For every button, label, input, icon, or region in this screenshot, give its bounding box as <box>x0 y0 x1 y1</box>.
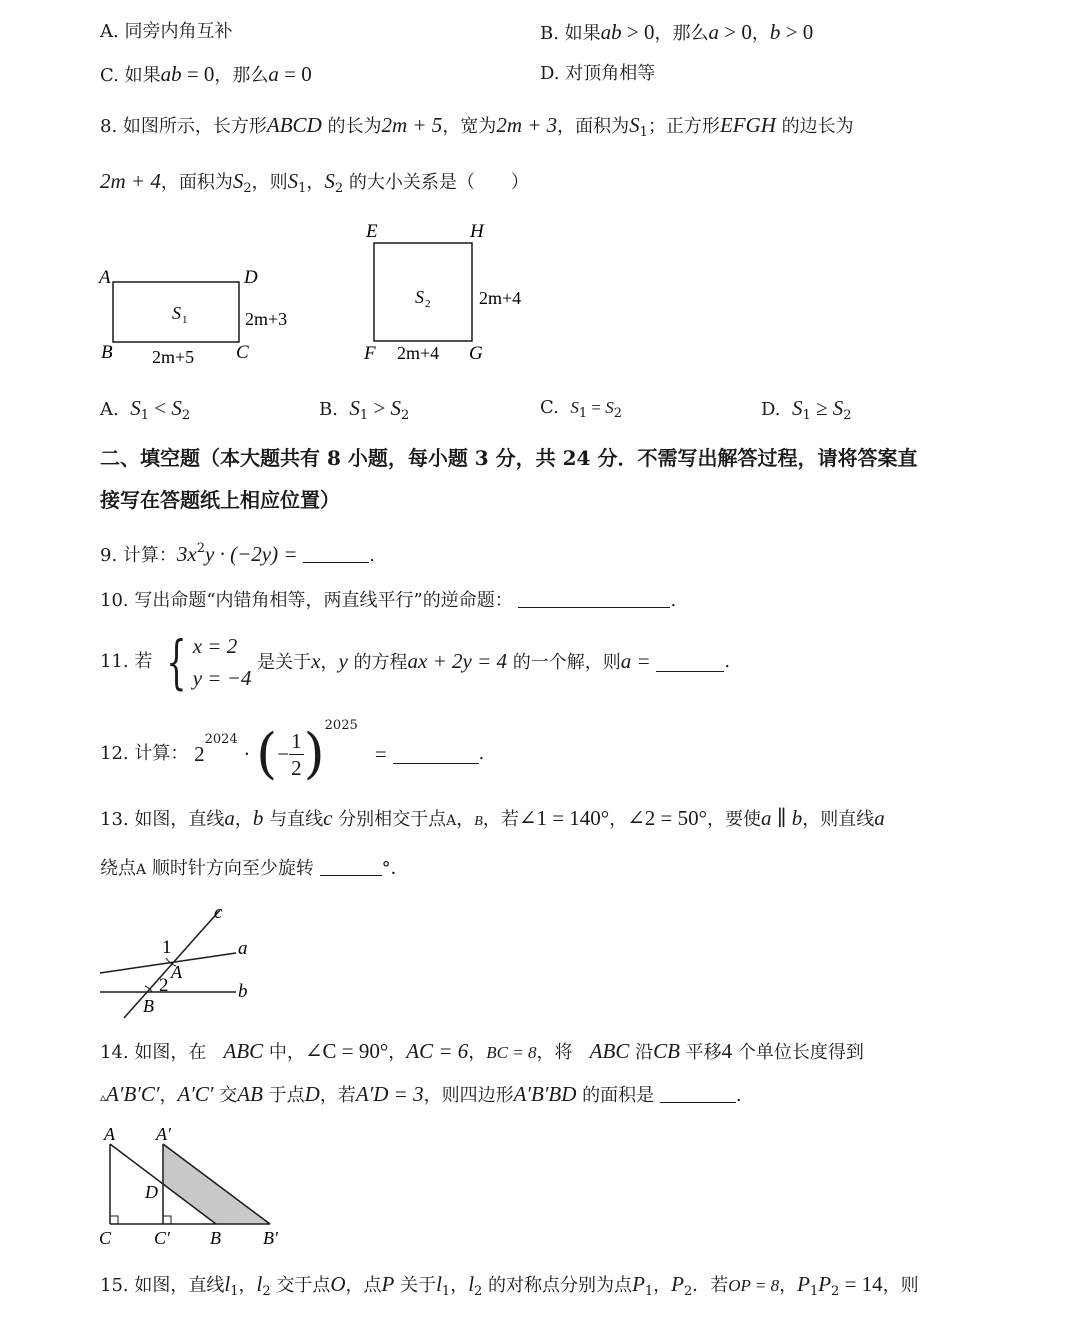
q8-line1: 8. 如图所示，长方形ABCD 的长为2m + 5，宽为2m + 3，面积为$S_1$；正方形EFGH 的边长为 <box>100 113 854 140</box>
label-h: H <box>470 221 484 242</box>
label-d: D <box>244 267 258 288</box>
q11: 11. 若 { x = 2 y = −4 是关于x，y 的方程ax + 2y = 4 的一个解，则a = . <box>100 628 731 696</box>
q13-line1: 13. 如图，直线a，b 与直线c 分别相交于点A，B，若∠1 = 140°，∠2 = 50°，要使a ∥ b，则直线a <box>100 806 885 830</box>
label-s2-sub: 2 <box>425 298 431 310</box>
label-e: E <box>366 221 378 242</box>
square-bottom-label: 2m+4 <box>397 343 440 363</box>
rect-right-label: 2m+3 <box>245 309 288 329</box>
q7-option-d: D. 对顶角相等 <box>540 63 656 84</box>
q13-line2: 绕点A 顺时针方向至少旋转 °． <box>100 858 409 879</box>
q7-option-a: A. 同旁内角互补 <box>100 21 233 42</box>
q10-answer-blank[interactable] <box>518 589 670 608</box>
q8-option-c: C. $S_1 = S_2$ <box>540 397 622 421</box>
label-2: 2 <box>159 975 169 996</box>
label-Bp: B′ <box>263 1228 278 1248</box>
q12-answer-blank[interactable] <box>393 745 479 764</box>
q11-brace: { <box>166 628 187 696</box>
q12: 12. 计算： $2^{2024}$ · (− $\frac{1}{2}$ )$^{2025}$ = . <box>100 718 485 785</box>
section-heading-line1: 二、填空题（本大题共有 8 小题，每小题 3 分，共 24 分．不需写出解答过程，请将答案直 <box>100 446 918 470</box>
q8-line2: 2m + 4，面积为$S_2$，则$S_1$，$S_2$ 的大小关系是（ ） <box>100 169 529 196</box>
q8-option-d: D. $S_1 \ge S_2$ <box>761 396 852 423</box>
rect-bottom-label: 2m+5 <box>152 347 195 367</box>
label-Cp: C′ <box>154 1228 170 1248</box>
q10: 10. 写出命题“内错角相等，两直线平行”的逆命题： . <box>100 590 677 611</box>
q11-answer-blank[interactable] <box>656 653 724 672</box>
label-c: c <box>214 902 223 923</box>
section-heading-line2: 接写在答题纸上相应位置） <box>100 488 340 512</box>
label-f: F <box>364 343 376 364</box>
label-c: C <box>236 342 249 363</box>
q15: 15. 如图，直线$l_1$，$l_2$ 交于点O，点P 关于$l_1$，$l_2$ 的对称点分别为点$P_1$，$P_2$．若OP = 8，$P_1P_2 = 14$，则 <box>100 1272 919 1299</box>
label-b: b <box>238 981 248 1002</box>
q12-fraction: $\frac{1}{2}$ <box>291 728 302 780</box>
label-A: A <box>171 962 182 982</box>
right-angle-cp <box>163 1216 171 1224</box>
q8-figure <box>90 215 550 375</box>
q14-figure <box>90 1120 300 1250</box>
q9: 9. 计算：$3x^2y \cdot (-2y)$ = . <box>100 541 375 566</box>
label-B: B <box>210 1228 221 1248</box>
label-s2: S <box>415 287 424 307</box>
q14-line2: ▵A′B′C′，A′C′ 交AB 于点D，若A′D = 3，则四边形A′B′BD 的面积是 . <box>100 1082 742 1106</box>
q13-figure <box>90 896 270 1026</box>
right-angle-c <box>110 1216 118 1224</box>
label-b: B <box>101 342 113 363</box>
label-a: A <box>99 267 111 288</box>
q14-answer-blank[interactable] <box>660 1084 736 1103</box>
label-Ap: A′ <box>156 1124 171 1144</box>
label-g: G <box>469 343 483 364</box>
label-s1-sub: 1 <box>182 314 188 326</box>
q8-option-b: B. $S_1 > S_2$ <box>319 396 410 423</box>
q7-option-b: B. 如果ab > 0，那么a > 0，b > 0 <box>540 20 814 44</box>
label-s1: S <box>172 303 181 323</box>
label-C: C <box>99 1228 112 1248</box>
q14-line1: 14. 如图，在 ABC 中，∠C = 90°，AC = 6，BC = 8，将 ABC 沿CB 平移4 个单位长度得到 <box>100 1039 864 1063</box>
label-a: a <box>238 938 248 959</box>
q7-option-c: C. 如果ab = 0，那么a = 0 <box>100 62 312 86</box>
label-1: 1 <box>162 937 172 958</box>
label-B: B <box>143 996 154 1016</box>
q8-option-a: A. $S_1 < S_2$ <box>100 396 191 423</box>
label-D: D <box>145 1182 158 1202</box>
label-A: A <box>104 1124 115 1144</box>
square-right-label: 2m+4 <box>479 288 522 308</box>
q13-answer-blank[interactable] <box>320 857 382 876</box>
q9-answer-blank[interactable] <box>303 544 369 563</box>
